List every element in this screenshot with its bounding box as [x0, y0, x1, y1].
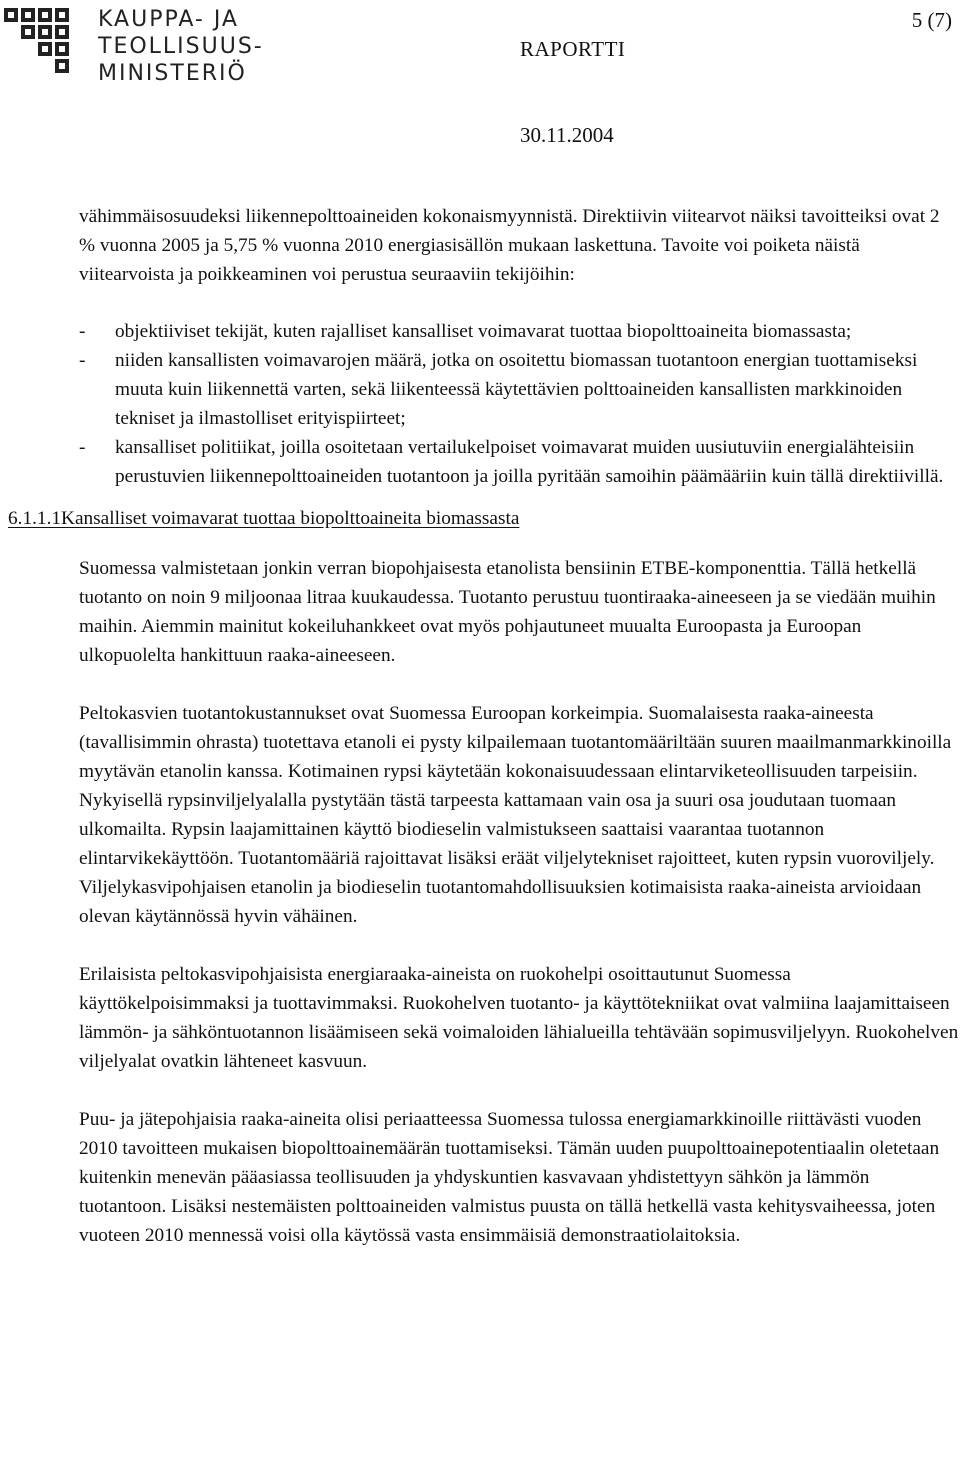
body-paragraph: Peltokasvien tuotantokustannukset ovat Suomessa Euroopan korkeimpia. Suomalaisesta raaka-aineesta (tavallisimmin ohrasta) tuotettava etanoli ei pysty kilpailemaan tuotantomääriltään suuren maailmanmarkkinoilla myytävän etanolin kanssa. Kotimainen rypsi käytetään kokonaisuudessaan elintarviketeollisuuden tarpeisiin. Nykyisellä rypsinviljelyalalla pystytään tästä tarpeesta kattamaan vain osa ja suuri osa joudutaan tuomaan ulkomailta. Rypsin laajamittainen käyttö biodieselin valmistukseen saattaisi vaarantaa tuotannon elintarvikekäyttöön. Tuotantomääriä rajoittavat lisäksi eräät viljelytekniset rajoitteet, kuten rypsin vuoroviljely. Viljelykasvipohjaisen etanolin ja biodieselin tuotantomahdollisuuksien kotimaisista raaka-aineista arvioidaan olevan käytännössä hyvin vähäinen. — [79, 703, 952, 927]
factor-item: - niiden kansallisten voimavarojen määrä, jotka on osoitettu biomassan tuotantoon energian tuottamiseksi muuta kuin liikennettä varten, sekä liikenteessä käytettävien polttoaineiden kansallisten markkinoiden tekniset ja ilmastolliset erityispiirteet; — [79, 346, 959, 433]
body-paragraph: Puu- ja jätepohjaisia raaka-aineita olisi periaatteessa Suomessa tulossa energiamarkkinoille riittävästi vuoden 2010 tavoitteen mukaisen biopolttoainemäärän tuottamiseksi. Tämän uuden puupolttoainepotentiaalin oletetaan kuitenkin menevän pääasiassa teollisuuden ja yhdyskuntien kasvavaan yhdistettyyn sähkön ja lämmön tuotantoon. Lisäksi nestemäisten polttoaineiden valmistus puusta on tällä hetkellä vasta kehitysvaiheessa, joten vuoteen 2010 mennessä voisi olla käytössä vasta ensimmäisiä demonstraatiolaitoksia. — [79, 1109, 940, 1246]
report-label: RAPORTTI — [520, 37, 626, 61]
factor-list — [79, 317, 959, 491]
section-number: 6.1.1.1 — [8, 508, 62, 529]
logo-line-1: KAUPPA- JA — [98, 7, 239, 32]
page-number: 5 (7) — [911, 8, 952, 32]
ministry-logo — [0, 0, 285, 88]
logo-line-2: TEOLLISUUS- — [98, 34, 264, 59]
report-date: 30.11.2004 — [520, 123, 614, 147]
factor-item: - kansalliset politiikat, joilla osoitetaan vertailukelpoiset voimavarat muiden uusiutuviin energialähteisiin perustuvien liikennepolttoaineiden tuotantoon ja joilla pyritään samoihin päämääriin kuin tällä direktiivillä. — [79, 433, 959, 491]
intro-paragraph: vähimmäisosuudeksi liikennepolttoaineiden kokonaismyynnistä. Direktiivin viitearvot näiksi tavoitteiksi ovat 2 % vuonna 2005 ja 5,75 % vuonna 2010 energiasisällön mukaan laskettuna. Tavoite voi poiketa näistä viitearvoista ja poikkeaminen voi perustua seuraaviin tekijöihin: — [79, 206, 940, 285]
logo-line-3: MINISTERIÖ — [98, 61, 247, 86]
section-heading — [8, 504, 959, 533]
document-body — [8, 202, 959, 1279]
section-title: Kansalliset voimavarat tuottaa biopolttoaineita biomassasta — [61, 508, 520, 529]
factor-item: - objektiiviset tekijät, kuten rajalliset kansalliset voimavarat tuottaa biopolttoaineita biomassasta; — [79, 317, 959, 346]
body-paragraph: Erilaisista peltokasvipohjaisista energiaraaka-aineista on ruokohelpi osoittautunut Suomessa käyttökelpoisimmaksi ja tuottavimmaksi. Ruokohelven tuotanto- ja käyttötekniikat ovat valmiina laajamittaiseen lämmön- ja sähköntuotannon lisäämiseen sekä voimaloiden lähialueilla tehtävään sopimusviljelyyn. Ruokohelven viljelyalat ovatkin lähteneet kasvuun. — [79, 964, 959, 1072]
body-paragraph: Suomessa valmistetaan jonkin verran biopohjaisesta etanolista bensiinin ETBE-komponenttia. Tällä hetkellä tuotanto on noin 9 miljoonaa litraa kuukaudessa. Tuotanto perustuu tuontiraaka-aineeseen ja se viedään muihin maihin. Aiemmin mainitut kokeiluhankkeet ovat myös pohjautuneet muualta Euroopasta ja Euroopan ulkopuolelta hankittuun raaka-aineeseen. — [79, 558, 936, 666]
